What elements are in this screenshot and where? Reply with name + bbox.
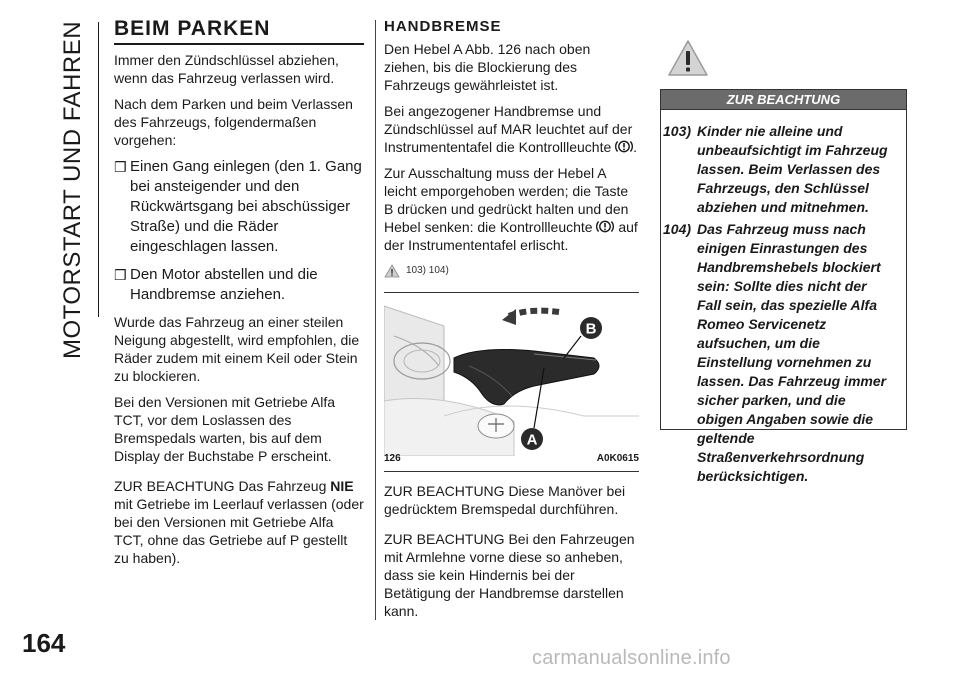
figure-top-rule	[384, 292, 639, 293]
note-text: ZUR BEACHTUNG Das Fahrzeug	[114, 478, 331, 494]
note-paragraph: ZUR BEACHTUNG Diese Manöver bei gedrücktem Bremspedal durchführen.	[384, 483, 626, 517]
checkbox-bullet-icon: ❒	[114, 159, 127, 175]
warning-item	[663, 220, 894, 486]
paragraph: Wurde das Fahrzeug an einer steilen Neigung abgestellt, wird empfohlen, die Räder zudem mit einem Keil oder Stein zu blockieren.	[114, 314, 360, 384]
warning-item-text: Kinder nie alleine und unbeaufsichtigt im Fahrzeug lassen. Beim Verlassen des Fahrzeugs, den Schlüssel abziehen und mitnehmen.	[697, 123, 888, 215]
figure-number: 126	[384, 453, 401, 464]
column-parking	[114, 18, 364, 575]
figure-bottom-rule	[384, 471, 639, 472]
brake-warning-light-icon	[615, 139, 633, 154]
paragraph-text: Zur Ausschaltung muss der Hebel A leicht emporgehoben werden; die Taste B drücken und gedrückt halten und den Hebel senken: die Kontrollleuchte	[384, 165, 629, 235]
section-side-title-text: MOTORSTART UND FAHREN	[59, 20, 86, 360]
heading-rule	[114, 43, 364, 45]
note-text: mit Getriebe im Leerlauf verlassen (oder bei den Versionen mit Getriebe Alfa TCT, ohne das Getriebe auf P gestellt zu haben).	[114, 496, 364, 566]
warning-item-number: 104)	[663, 221, 692, 237]
paragraph: Immer den Zündschlüssel abziehen, wenn das Fahrzeug verlassen wird.	[114, 52, 339, 86]
side-divider	[98, 22, 99, 317]
warning-title-bar: ZUR BEACHTUNG	[660, 89, 907, 110]
figure-handbrake	[384, 292, 639, 472]
warning-box	[660, 110, 907, 484]
handbrake-illustration	[384, 296, 639, 456]
section-side-title	[58, 20, 88, 360]
callout-a: A	[526, 431, 538, 449]
list-item-text: Den Motor abstellen und die Handbremse anziehen.	[130, 266, 318, 303]
note-emphasis: NIE	[330, 478, 354, 494]
warning-triangle-icon	[384, 264, 400, 278]
page-number: 164	[22, 628, 66, 658]
heading-beim-parken: BEIM PARKEN	[114, 17, 271, 40]
column-handbrake	[384, 18, 639, 628]
list-item-text: Einen Gang einlegen (den 1. Gang bei ansteigender und den Rückwärtsgang bei abschüssiger Straße) und die Räder eingeschlagen lassen.	[130, 158, 362, 255]
warning-triangle-icon	[666, 38, 710, 78]
figure-code: A0K0615	[596, 453, 639, 464]
warning-item	[663, 122, 894, 217]
brake-warning-light-icon	[596, 219, 614, 234]
paragraph	[384, 102, 639, 156]
paragraph	[384, 164, 639, 254]
list-item	[114, 265, 364, 305]
warning-item-number: 103)	[663, 123, 692, 139]
heading-handbremse: HANDBREMSE	[384, 18, 502, 35]
note-paragraph: ZUR BEACHTUNG Bei den Fahrzeugen mit Armlehne vorne diese so anheben, dass sie kein Hindernis bei der Betätigung der Handbremse darstellen kann.	[384, 531, 635, 619]
paragraph: Bei den Versionen mit Getriebe Alfa TCT, vor dem Loslassen des Bremspedals warten, bis auf dem Display der Buchstabe P erscheint.	[114, 394, 336, 464]
note-paragraph	[114, 477, 364, 567]
list-item	[114, 157, 364, 257]
paragraph-text: Bei angezogener Handbremse und Zündschlüssel auf MAR leuchtet auf der Instrumententafel die Kontrollleuchte	[384, 103, 633, 155]
warning-item-text: Das Fahrzeug muss nach einigen Einrastungen des Handbremshebels blockiert sein: Sollte dies nicht der Fall sein, das spezielle Alfa Romeo Servicenetz aufsuchen, um die Einstellung vornehmen zu lassen. Das Fahrzeug immer sicher parken, und die obigen Angaben sowie die geltende Straßenverkehrsordnung berücksichtigen.	[697, 221, 887, 484]
paragraph-text: .	[633, 139, 638, 155]
paragraph-text: auf der Instrumententafel erlischt.	[384, 219, 638, 253]
watermark: carmanualsonline.info	[532, 647, 731, 669]
warning-reference	[384, 262, 639, 280]
checkbox-bullet-icon: ❒	[114, 267, 127, 283]
column-divider	[375, 20, 376, 620]
warning-reference-text: 103) 104)	[406, 265, 449, 276]
paragraph: Den Hebel A Abb. 126 nach oben ziehen, bis die Blockierung des Fahrzeugs gewährleistet ist.	[384, 41, 591, 93]
callout-b: B	[585, 320, 597, 338]
warning-panel	[660, 38, 907, 484]
paragraph: Nach dem Parken und beim Verlassen des Fahrzeugs, folgendermaßen vorgehen:	[114, 96, 353, 148]
